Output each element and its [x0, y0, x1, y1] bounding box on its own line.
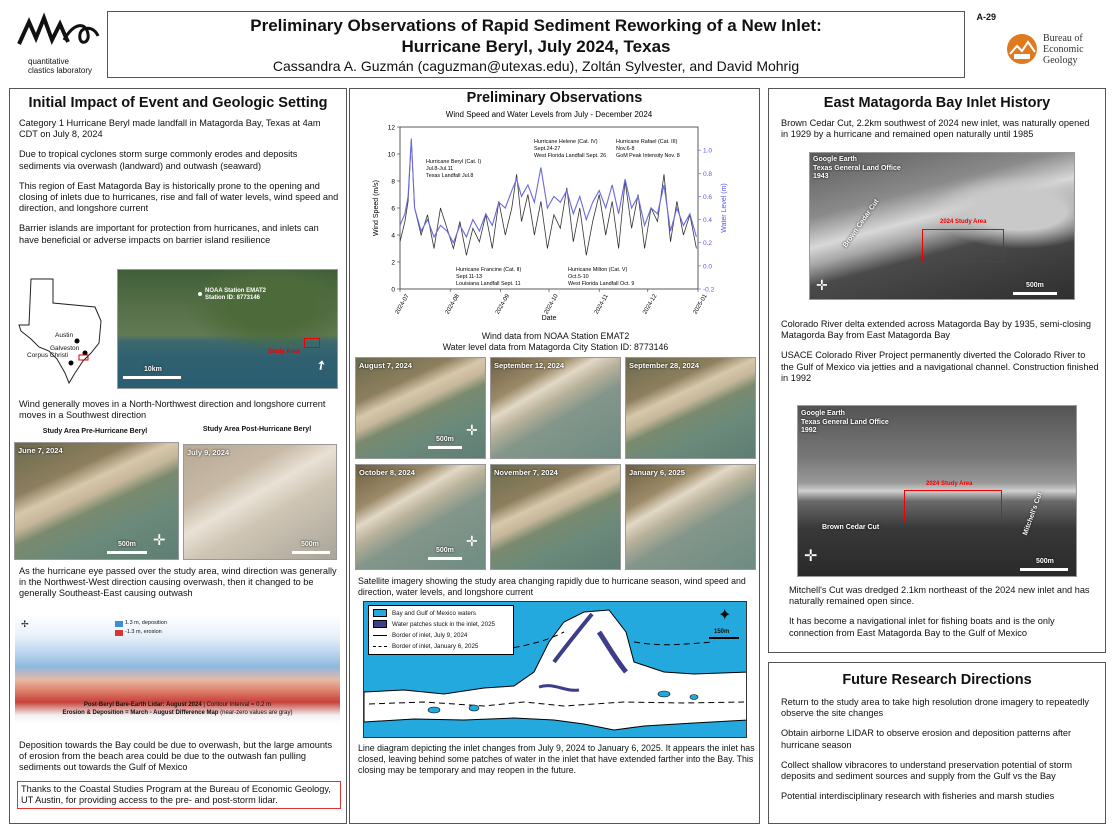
x-tick-label: 2024-11 — [593, 293, 610, 316]
x-axis-label: Date — [541, 315, 557, 322]
hurricane-annotation: Nov.6-8 — [616, 146, 635, 152]
img1992-label-1: Google Earth — [801, 410, 845, 417]
middle-panel — [349, 88, 760, 824]
pre-scale-bar — [107, 551, 147, 554]
y2-tick-label: 0.6 — [703, 193, 713, 201]
lidar-difference-map — [15, 614, 340, 724]
map-label-austin: Austin — [55, 332, 74, 339]
left-text-wind: Wind generally moves in a North-Northwest direction and longshore current moves in a Southwest direction — [19, 399, 326, 421]
y-tick-label: 2 — [391, 259, 395, 267]
study-area-box — [922, 229, 1004, 262]
lab-name-line1: quantitative — [28, 57, 69, 66]
x-tick-label: 2024-10 — [543, 293, 560, 316]
poster-title-line2: Hurricane Beryl, July 2024, Texas — [401, 37, 671, 56]
left-text-landfall: Category 1 Hurricane Beryl made landfall in Matagorda Bay, Texas at 4am CDT on July 8, 2024 — [19, 118, 321, 140]
future-panel-title: Future Research Directions — [842, 672, 1032, 688]
satellite-image-date: January 6, 2025 — [629, 468, 685, 477]
pre-scale-label: 500m — [118, 541, 136, 548]
y-tick-label: 0 — [391, 286, 395, 294]
north-arrow-icon: ✛ — [153, 532, 166, 549]
y-tick-label: 6 — [391, 205, 395, 213]
y-axis-label: Wind Speed (m/s) — [373, 179, 380, 237]
diagram-legend — [368, 605, 514, 655]
future-item: Potential interdisciplinary research with fisheries and marsh studies — [781, 791, 1055, 802]
satellite-image-date: September 28, 2024 — [629, 361, 700, 370]
diagram-scale-bar — [709, 637, 739, 639]
y2-tick-label: 0.2 — [703, 240, 713, 248]
img1992-scale-bar — [1020, 568, 1068, 571]
img1992-bcc-label: Brown Cedar Cut — [822, 524, 880, 531]
hurricane-annotation: Hurricane Francine (Cat. II) — [456, 267, 522, 273]
x-tick-label: 2025-01 — [692, 293, 709, 316]
beg-logo-line3: Geology — [1043, 55, 1078, 66]
pre-hurricane-image — [14, 442, 179, 560]
hurricane-annotation: Louisiana Landfall Sept. 11 — [456, 281, 521, 287]
lidar-legend-erosion: -1.3 m, erosion — [125, 629, 162, 635]
y2-tick-label: 0.8 — [703, 170, 713, 178]
beg-logo — [1005, 32, 1105, 72]
satellite-scale-label: 500m — [436, 547, 454, 554]
chart-caption-wind: Wind data from NOAA Station EMAT2 — [481, 331, 630, 341]
regional-scale-bar — [123, 376, 181, 379]
post-scale-bar — [292, 551, 330, 554]
img1943-scale-bar — [1013, 292, 1057, 295]
img1943-label-2: Texas General Land Office — [813, 164, 901, 172]
acknowledgement-box — [17, 781, 341, 809]
hurricane-annotation: Jul.8-Jul.11 — [426, 166, 454, 172]
satellite-image-date: August 7, 2024 — [359, 361, 412, 370]
x-tick-label: 2024-09 — [494, 293, 512, 316]
lidar-legend-deposition: 1.3 m, deposition — [125, 620, 167, 626]
north-arrow-icon: ➚ — [312, 356, 330, 374]
beg-logo-line1: Bureau of — [1043, 33, 1083, 44]
right-text-usace: USACE Colorado River Project permanently diverted the Colorado River to the Gulf of Mexico via jetties and a navigational channel. Construction finished in 1992 — [781, 350, 1099, 383]
future-item: Return to the study area to take high resolution drone imagery to repeatedly observe the site changes — [781, 697, 1089, 719]
north-arrow-icon: ✛ — [816, 277, 828, 293]
acknowledgement-text: Thanks to the Coastal Studies Program at the Bureau of Economic Geology, UT Austin, for providing access to the pre- and post-storm lidar. — [21, 784, 331, 806]
north-arrow-icon: ✛ — [466, 533, 478, 549]
satellite-image-date: September 12, 2024 — [494, 361, 565, 370]
y-tick-label: 10 — [387, 151, 395, 159]
diagram-caption: Line diagram depicting the inlet changes from July 9, 2024 to January 6, 2025. It appears the inlet has closed, leaving behind some patches of water in the inlet that have extended farther into the Bay. This closing may be temporary and may reopen in the future. — [358, 743, 755, 775]
satellite-scale-bar — [428, 446, 462, 449]
satellite-image-date: October 8, 2024 — [359, 468, 415, 477]
left-panel-title: Initial Impact of Event and Geologic Setting — [28, 95, 328, 111]
qcl-logo — [14, 12, 104, 76]
future-item: Collect shallow vibracores to understand preservation potential of storm deposits and sediment sources and supply from the Gulf vs the Bay — [781, 759, 1073, 782]
post-hurricane-label: Study Area Post-Hurricane Beryl — [202, 426, 312, 433]
hurricane-annotation: Oct.5-10 — [568, 274, 589, 280]
historical-image-1992 — [797, 405, 1077, 577]
satellite-image-date: November 7, 2024 — [494, 468, 558, 477]
left-panel — [9, 88, 347, 824]
img1992-scale-label: 500m — [1036, 558, 1054, 565]
satellite-image — [625, 464, 756, 570]
study-area-label: Study Area — [268, 349, 300, 355]
hurricane-annotation: Hurricane Milton (Cat. V) — [568, 267, 628, 273]
right-text-navigation: It has become a navigational inlet for fishing boats and is the only connection from East Matagorda Bay to the Gulf of Mexico — [789, 616, 1055, 638]
x-tick-label: 2024-08 — [444, 293, 461, 316]
map-label-corpus-christi: Corpus Christi — [27, 352, 69, 359]
left-text-barrier: Barrier islands are important for protection from hurricanes, and inlets can have beneficial or adverse impacts on barrier island resilience — [19, 223, 319, 245]
img1992-study-label: 2024 Study Area — [926, 481, 973, 487]
satellite-image — [490, 464, 621, 570]
right-text-brown-cedar: Brown Cedar Cut, 2.2km southwest of 2024 new inlet, was naturally opened in 1929 by a hurricane and remained open naturally until 1985 — [781, 118, 1090, 140]
regional-satellite-map — [117, 269, 338, 389]
y2-tick-label: -0.2 — [703, 286, 715, 294]
satellite-image — [355, 357, 486, 459]
poster-title-line1: Preliminary Observations of Rapid Sediment Reworking of a New Inlet: — [250, 16, 822, 35]
beg-logo-icon — [1005, 32, 1039, 66]
pre-hurricane-date: June 7, 2024 — [18, 446, 63, 455]
poster-id: A-29 — [976, 12, 996, 22]
north-arrow-icon: ✢ — [21, 619, 29, 629]
img1992-label-2: Texas General Land Office — [801, 418, 889, 426]
left-text-surge: Due to tropical cyclones storm surge commonly erodes and deposits sediments via overwash (landward) and outwash (seaward) — [19, 149, 298, 171]
hurricane-annotation: Hurricane Rafael (Cat. III) — [616, 139, 678, 145]
satellite-image — [490, 357, 621, 459]
y-tick-label: 8 — [391, 178, 395, 186]
north-arrow-icon: ✛ — [804, 548, 818, 565]
left-text-eye: As the hurricane eye passed over the study area, wind direction was generally in the Northwest-West direction causing overwash, then it changed to be generally Southeast-East causing outwash — [19, 566, 337, 599]
y2-tick-label: 0.4 — [703, 217, 713, 225]
map-label-galveston: Galveston — [50, 345, 80, 352]
wind-water-chart — [368, 107, 738, 322]
right-panel — [768, 88, 1106, 653]
study-area-box — [304, 338, 320, 348]
poster-header — [107, 11, 965, 78]
north-arrow-icon: ✛ — [466, 422, 478, 438]
texas-outline — [13, 269, 113, 389]
post-scale-label: 500m — [301, 541, 319, 548]
satellite-scale-label: 500m — [436, 436, 454, 443]
img1943-study-label: 2024 Study Area — [940, 219, 987, 225]
pre-hurricane-label: Study Area Pre-Hurricane Beryl — [42, 428, 148, 435]
left-text-deposition: Deposition towards the Bay could be due to overwash, but the large amounts of erosion from the beach area could be due to the outwash fan pulling sediments out towards the Gulf of Mexico — [19, 740, 333, 773]
satellite-image — [625, 357, 756, 459]
img1943-scale-label: 500m — [1026, 282, 1044, 289]
inlet-line-diagram — [363, 601, 747, 738]
img1992-mitchells-label: Mitchell's Cut — [1022, 491, 1045, 537]
hurricane-annotation: Sept.11-13 — [456, 274, 482, 280]
img1943-bcc-label: Brown Cedar Cut — [842, 198, 881, 250]
y-tick-label: 12 — [387, 124, 395, 132]
middle-panel-title: Preliminary Observations — [466, 90, 643, 106]
x-tick-label: 2024-12 — [642, 293, 659, 316]
right-text-delta: Colorado River delta extended across Matagorda Bay by 1935, semi-closing Matagorda Bay from East Matagorda Bay — [781, 319, 1091, 341]
qcl-logo-graphic — [14, 12, 104, 52]
north-arrow-icon: ✦ — [718, 607, 732, 624]
hurricane-annotation: West Florida Landfall Sept. 26 — [534, 153, 607, 159]
legend-row-patches: Water patches stuck in the inlet, 2025 — [373, 619, 509, 630]
poster-authors: Cassandra A. Guzmán (caguzman@utexas.edu), Zoltán Sylvester, and David Mohrig — [272, 58, 800, 74]
legend-row-border-2025: Border of inlet, January 6, 2025 — [373, 641, 509, 652]
diagram-scale-label: 150m — [714, 629, 730, 635]
future-item: Obtain airborne LIDAR to observe erosion and deposition patterns after hurricane season — [781, 728, 1072, 750]
hurricane-annotation: GoM Peak Intensity Nov. 8 — [616, 153, 680, 159]
historical-image-1943 — [809, 152, 1075, 300]
satellite-image — [355, 464, 486, 570]
post-hurricane-image — [183, 444, 337, 560]
satellite-scale-bar — [428, 557, 462, 560]
noaa-station-marker — [198, 292, 202, 296]
hurricane-annotation: Sept.24-27 — [534, 146, 561, 152]
left-text-region: This region of East Matagorda Bay is historically prone to the opening and closing of inlets due to hurricanes, rise and fall of water levels, wind speed and direction, and longshore current — [19, 180, 339, 214]
chart-caption-water: Water level data from Matagorda City Station ID: 8773146 — [442, 341, 669, 352]
texas-locator-map — [13, 269, 113, 389]
img1992-label-3: 1992 — [801, 427, 817, 434]
noaa-station-label-1: NOAA Station EMAT2 — [205, 288, 266, 294]
img1943-label-1: Google Earth — [813, 156, 857, 163]
legend-row-border-2024: Border of inlet, July 9, 2024 — [373, 630, 509, 641]
regional-scale-label: 10km — [144, 366, 162, 373]
study-area-box — [904, 490, 1002, 522]
img1943-label-3: 1943 — [813, 173, 829, 180]
beg-logo-line2: Economic — [1043, 44, 1084, 55]
x-tick-label: 2024-07 — [394, 293, 411, 316]
lidar-caption-line2: Erosion & Deposition = March - August Difference Map (near-zero values are gray) — [62, 709, 293, 716]
hurricane-annotation: Hurricane Helene (Cat. IV) — [534, 139, 598, 145]
hurricane-annotation: West Florida Landfall Oct. 9 — [568, 281, 635, 287]
deposition-swatch — [115, 621, 123, 627]
lab-name-line2: clastics laboratory — [28, 66, 93, 75]
legend-row-waters: Bay and Gulf of Mexico waters — [373, 608, 509, 619]
y-tick-label: 4 — [391, 232, 395, 240]
right-panel-title: East Matagorda Bay Inlet History — [823, 95, 1051, 111]
hurricane-annotation: Texas Landfall Jul.8 — [426, 173, 474, 179]
y2-tick-label: 1.0 — [703, 147, 713, 155]
lidar-caption-line1: Post-Beryl Bare-Earth Lidar: August 2024 | Contour Interval = 0.2 m — [83, 702, 272, 708]
y2-axis-label: Water Level (m) — [721, 183, 728, 233]
noaa-station-label-2: Station ID: 8773146 — [205, 295, 261, 301]
post-hurricane-date: July 9, 2024 — [187, 448, 230, 457]
satellite-caption: Satellite imagery showing the study area changing rapidly due to hurricane season, wind speed and direction, water levels, and longshore current — [358, 576, 746, 597]
erosion-swatch — [115, 630, 123, 636]
chart-title: Wind Speed and Water Levels from July - December 2024 — [445, 110, 653, 119]
right-text-mitchells: Mitchell's Cut was dredged 2.1km northeast of the 2024 new inlet and has naturally remained open since. — [789, 585, 1090, 607]
hurricane-annotation: Hurricane Beryl (Cat. I) — [426, 159, 482, 165]
future-panel — [768, 662, 1106, 824]
y2-tick-label: 0.0 — [703, 263, 713, 271]
